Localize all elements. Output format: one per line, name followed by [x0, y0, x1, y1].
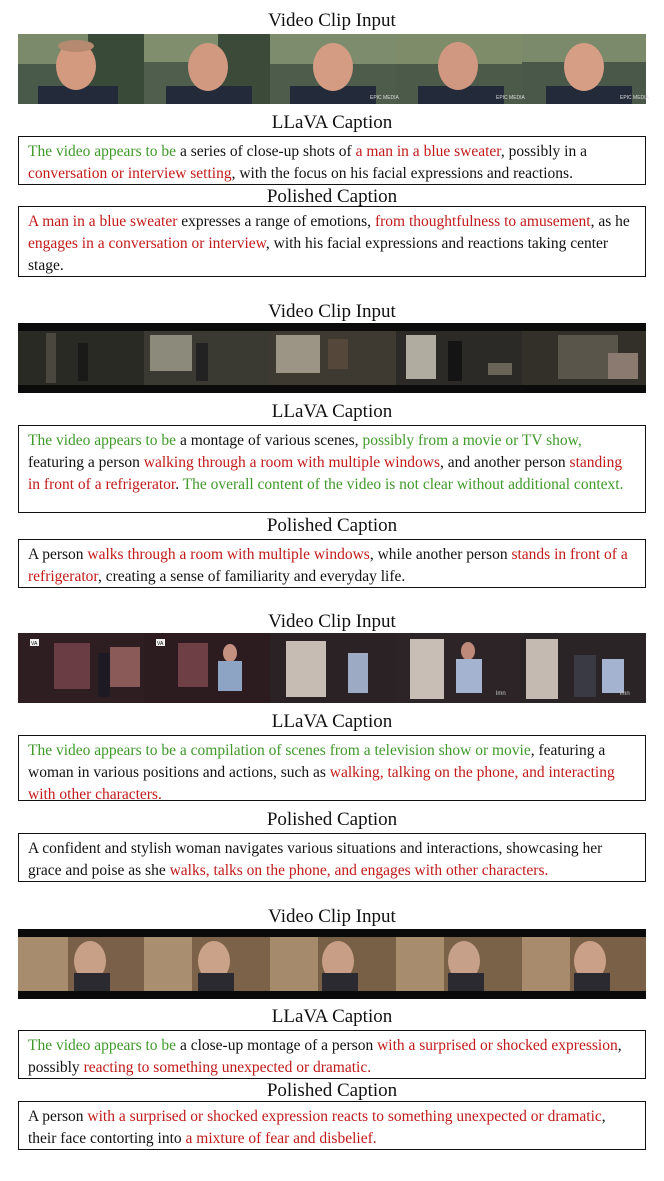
frame-2 — [144, 937, 270, 991]
caption-segment: A person — [28, 546, 88, 563]
video-clip-input-title: Video Clip Input — [268, 906, 396, 927]
llava-caption-box — [18, 735, 646, 801]
polished-caption-box — [18, 539, 646, 588]
caption-segment: , possibly — [28, 1037, 622, 1076]
frame-4 — [396, 34, 522, 104]
llava-caption-box — [18, 1030, 646, 1079]
video-frames — [18, 929, 646, 999]
frame-watermark: lmn — [620, 691, 630, 697]
polished-caption-box — [18, 206, 646, 277]
frame-3 — [270, 34, 396, 104]
caption-segment: , as he — [590, 213, 630, 230]
video-clip-input-title: Video Clip Input — [268, 10, 396, 31]
caption-segment: , featuring a woman in various positions and actions, such as — [28, 742, 606, 781]
caption-segment: The video appears to be — [28, 1037, 177, 1054]
caption-segment: A man in a blue sweater — [28, 213, 178, 230]
caption-segment: , creating a sense of familiarity and everyday life. — [97, 568, 406, 585]
caption-segment: stands in front of a refrigerator — [28, 546, 628, 585]
polished-caption-title: Polished Caption — [266, 515, 398, 536]
video-frames — [18, 323, 646, 393]
caption-segment: standing in front of a refrigerator — [28, 454, 623, 493]
frame-watermark: VA — [157, 641, 164, 647]
caption-segment: possibly from a movie or TV show, — [362, 432, 582, 449]
frame-3 — [270, 633, 396, 703]
frame-watermark: EPIC MEDIA — [496, 95, 525, 101]
frame-watermark: VA — [31, 641, 38, 647]
caption-segment: featuring a person — [28, 454, 144, 471]
caption-segment: a mixture of fear and disbelief. — [185, 1130, 377, 1147]
frame-3 — [270, 331, 396, 385]
caption-segment: , their face contorting into — [28, 1108, 606, 1147]
video-frames-strip — [18, 633, 646, 703]
caption-segment: walks, talks on the phone, and engages with other characters. — [169, 862, 549, 879]
frame-5 — [522, 34, 646, 104]
caption-segment: , possibly in a — [500, 143, 587, 160]
caption-segment: from thoughtfulness to amusement — [374, 213, 591, 230]
video-frames — [18, 633, 646, 703]
caption-segment: walking through a room with multiple windows — [143, 454, 440, 471]
frame-5 — [522, 937, 646, 991]
caption-segment: . — [175, 476, 183, 493]
video-frames — [18, 34, 649, 104]
polished-caption-box — [18, 1101, 646, 1150]
video-clip-input-title: Video Clip Input — [268, 611, 396, 632]
frame-1 — [18, 34, 144, 104]
frame-1 — [18, 937, 144, 991]
video-frames-strip — [18, 323, 646, 393]
caption-segment: A person — [28, 1108, 88, 1125]
caption-segment: a montage of various scenes, — [176, 432, 363, 449]
caption-segment: The video appears to be — [28, 143, 177, 160]
frame-3 — [270, 937, 396, 991]
caption-segment: a series of close-up shots of — [176, 143, 356, 160]
frame-watermark: EPIC MEDIA — [370, 95, 399, 101]
frame-watermark: EPIC MEDIA — [620, 95, 649, 101]
frame-2 — [144, 331, 270, 385]
llava-caption-title: LLaVA Caption — [271, 711, 393, 732]
caption-segment: The overall content of the video is not clear without additional context. — [182, 476, 624, 493]
polished-caption-title: Polished Caption — [266, 186, 398, 207]
frame-watermark: lmn — [496, 691, 506, 697]
caption-segment: A confident and stylish woman navigates various situations and interactions, showcasing her grace and poise as she — [28, 840, 603, 879]
video-clip-input-title: Video Clip Input — [268, 301, 396, 322]
caption-segment: , with his facial expressions and reactions taking center stage. — [28, 235, 609, 274]
frame-1 — [18, 331, 144, 385]
frame-2 — [144, 34, 270, 104]
video-frames-strip — [18, 34, 649, 104]
caption-segment: a man in a blue sweater — [355, 143, 501, 160]
caption-segment: with a surprised or shocked expression reacts to something unexpected or dramatic — [87, 1108, 602, 1125]
caption-segment: engages in a conversation or interview — [28, 235, 266, 252]
caption-segment: expresses a range of emotions, — [177, 213, 375, 230]
caption-segment: The video appears to be — [28, 432, 177, 449]
caption-segment: walks through a room with multiple windows — [87, 546, 370, 563]
polished-caption-title: Polished Caption — [266, 809, 398, 830]
llava-caption-title: LLaVA Caption — [271, 1006, 393, 1027]
caption-segment: , with the focus on his facial expressions and reactions. — [231, 165, 573, 182]
caption-segment: walking, talking on the phone, and interacting with other characters. — [28, 764, 615, 803]
llava-caption-box — [18, 136, 646, 185]
llava-caption-box — [18, 425, 646, 513]
caption-segment: a close-up montage of a person — [176, 1037, 378, 1054]
llava-caption-title: LLaVA Caption — [271, 401, 393, 422]
caption-segment: , and another person — [439, 454, 570, 471]
frame-4 — [396, 937, 522, 991]
llava-caption-title: LLaVA Caption — [271, 112, 393, 133]
caption-segment: reacting to something unexpected or dramatic. — [83, 1059, 372, 1076]
polished-caption-box — [18, 833, 646, 882]
polished-caption-title: Polished Caption — [266, 1080, 398, 1101]
caption-segment: , while another person — [369, 546, 512, 563]
caption-segment: The video appears to be a compilation of scenes from a television show or movie — [28, 742, 531, 759]
frame-4 — [396, 331, 522, 385]
caption-segment: conversation or interview setting — [28, 165, 232, 182]
video-frames-strip — [18, 929, 646, 999]
caption-segment: with a surprised or shocked expression — [377, 1037, 618, 1054]
frame-5 — [522, 331, 646, 385]
